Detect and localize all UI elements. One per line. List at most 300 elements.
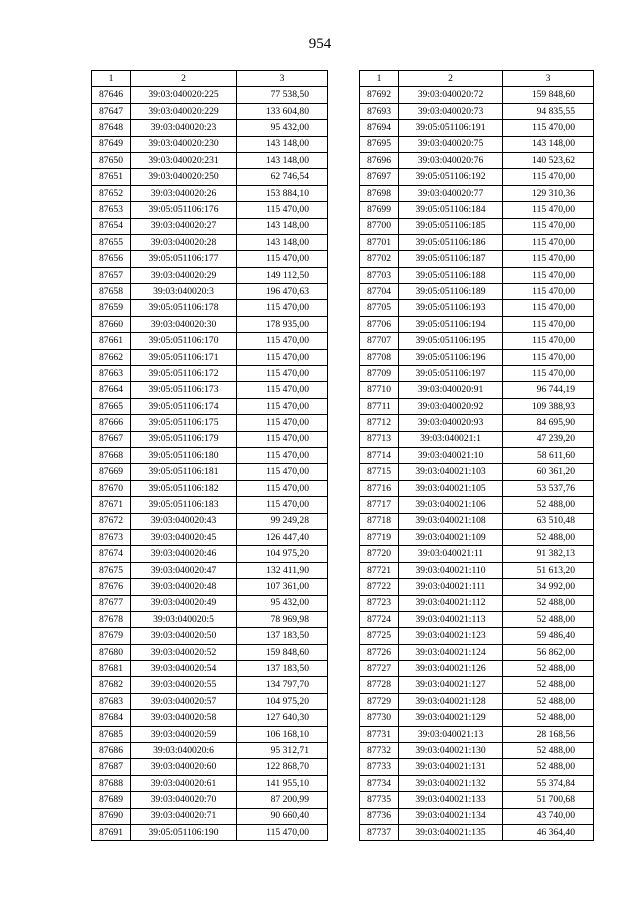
cadastral-number-cell: 39:05:051106:186 — [399, 234, 503, 250]
cadastral-number-cell: 39:05:051106:174 — [131, 398, 237, 414]
row-number-cell: 87676 — [92, 579, 131, 595]
value-cell: 143 148,00 — [237, 136, 328, 152]
row-number-cell: 87687 — [92, 759, 131, 775]
table-row — [360, 743, 594, 759]
cadastral-number-cell: 39:03:040021:130 — [399, 743, 503, 759]
cadastral-number-cell: 39:03:040021:110 — [399, 562, 503, 578]
table-row — [360, 775, 594, 791]
value-cell: 95 432,00 — [237, 595, 328, 611]
value-cell: 127 640,30 — [237, 710, 328, 726]
header-cell-col-3: 3 — [237, 71, 328, 87]
value-cell: 107 361,00 — [237, 579, 328, 595]
table-row — [92, 562, 328, 578]
row-number-cell: 87703 — [360, 267, 399, 283]
value-cell: 115 470,00 — [503, 267, 594, 283]
table-row — [360, 136, 594, 152]
cadastral-number-cell: 39:05:051106:179 — [131, 431, 237, 447]
row-number-cell: 87669 — [92, 464, 131, 480]
row-number-cell: 87712 — [360, 415, 399, 431]
value-cell: 115 470,00 — [237, 398, 328, 414]
row-number-cell: 87667 — [92, 431, 131, 447]
table-row — [360, 579, 594, 595]
value-cell: 99 249,28 — [237, 513, 328, 529]
cadastral-number-cell: 39:03:040021:11 — [399, 546, 503, 562]
cadastral-number-cell: 39:03:040020:76 — [399, 152, 503, 168]
value-cell: 60 361,20 — [503, 464, 594, 480]
value-cell: 34 992,00 — [503, 579, 594, 595]
row-number-cell: 87717 — [360, 497, 399, 513]
row-number-cell: 87654 — [92, 218, 131, 234]
table-row — [360, 546, 594, 562]
value-cell: 90 660,40 — [237, 808, 328, 824]
cadastral-number-cell: 39:03:040020:92 — [399, 398, 503, 414]
value-cell: 95 432,00 — [237, 120, 328, 136]
cadastral-number-cell: 39:03:040021:134 — [399, 808, 503, 824]
value-cell: 115 470,00 — [503, 234, 594, 250]
row-number-cell: 87735 — [360, 792, 399, 808]
row-number-cell: 87655 — [92, 234, 131, 250]
table-row — [92, 169, 328, 185]
value-cell: 115 470,00 — [237, 251, 328, 267]
cadastral-number-cell: 39:03:040021:106 — [399, 497, 503, 513]
row-number-cell: 87699 — [360, 202, 399, 218]
registry-table-right — [359, 70, 594, 841]
value-cell: 115 470,00 — [503, 316, 594, 332]
cadastral-number-cell: 39:05:051106:188 — [399, 267, 503, 283]
row-number-cell: 87709 — [360, 366, 399, 382]
table-row — [360, 480, 594, 496]
value-cell: 143 148,00 — [503, 136, 594, 152]
value-cell: 96 744,19 — [503, 382, 594, 398]
table-row — [360, 611, 594, 627]
row-number-cell: 87711 — [360, 398, 399, 414]
row-number-cell: 87722 — [360, 579, 399, 595]
value-cell: 52 488,00 — [503, 693, 594, 709]
cadastral-number-cell: 39:05:051106:193 — [399, 300, 503, 316]
table-row — [92, 743, 328, 759]
row-number-cell: 87698 — [360, 185, 399, 201]
cadastral-number-cell: 39:05:051106:185 — [399, 218, 503, 234]
table-row — [360, 497, 594, 513]
value-cell: 132 411,90 — [237, 562, 328, 578]
table-row — [360, 267, 594, 283]
row-number-cell: 87647 — [92, 103, 131, 119]
table-row — [92, 136, 328, 152]
row-number-cell: 87688 — [92, 775, 131, 791]
cadastral-number-cell: 39:03:040020:71 — [131, 808, 237, 824]
value-cell: 43 740,00 — [503, 808, 594, 824]
value-cell: 143 148,00 — [237, 234, 328, 250]
cadastral-number-cell: 39:03:040020:231 — [131, 152, 237, 168]
cadastral-number-cell: 39:03:040020:27 — [131, 218, 237, 234]
row-number-cell: 87726 — [360, 644, 399, 660]
table-row — [92, 611, 328, 627]
cadastral-number-cell: 39:03:040020:72 — [399, 87, 503, 103]
registry-table-left — [91, 70, 328, 841]
value-cell: 115 470,00 — [503, 218, 594, 234]
table-row — [360, 169, 594, 185]
value-cell: 153 884,10 — [237, 185, 328, 201]
table-row — [360, 792, 594, 808]
cadastral-number-cell: 39:03:040020:75 — [399, 136, 503, 152]
table-row — [360, 103, 594, 119]
table-row — [360, 759, 594, 775]
row-number-cell: 87715 — [360, 464, 399, 480]
cadastral-number-cell: 39:05:051106:183 — [131, 497, 237, 513]
row-number-cell: 87662 — [92, 349, 131, 365]
cadastral-number-cell: 39:05:051106:175 — [131, 415, 237, 431]
value-cell: 52 488,00 — [503, 611, 594, 627]
value-cell: 51 613,20 — [503, 562, 594, 578]
table-row — [360, 185, 594, 201]
cadastral-number-cell: 39:05:051106:182 — [131, 480, 237, 496]
cadastral-number-cell: 39:05:051106:191 — [399, 120, 503, 136]
value-cell: 115 470,00 — [237, 497, 328, 513]
cadastral-number-cell: 39:03:040020:229 — [131, 103, 237, 119]
cadastral-number-cell: 39:03:040020:46 — [131, 546, 237, 562]
row-number-cell: 87724 — [360, 611, 399, 627]
table-row — [92, 579, 328, 595]
value-cell: 115 470,00 — [237, 464, 328, 480]
value-cell: 115 470,00 — [503, 333, 594, 349]
row-number-cell: 87660 — [92, 316, 131, 332]
value-cell: 94 835,55 — [503, 103, 594, 119]
value-cell: 178 935,00 — [237, 316, 328, 332]
cadastral-number-cell: 39:03:040020:250 — [131, 169, 237, 185]
row-number-cell: 87727 — [360, 661, 399, 677]
row-number-cell: 87729 — [360, 693, 399, 709]
table-row — [360, 562, 594, 578]
row-number-cell: 87661 — [92, 333, 131, 349]
table-row — [360, 382, 594, 398]
cadastral-number-cell: 39:03:040021:111 — [399, 579, 503, 595]
cadastral-number-cell: 39:03:040021:131 — [399, 759, 503, 775]
row-number-cell: 87656 — [92, 251, 131, 267]
table-row — [360, 824, 594, 840]
table-row — [360, 808, 594, 824]
page-number: 954 — [308, 36, 332, 52]
table-row — [92, 464, 328, 480]
table-row — [92, 726, 328, 742]
cadastral-number-cell: 39:03:040020:30 — [131, 316, 237, 332]
value-cell: 106 168,10 — [237, 726, 328, 742]
cadastral-number-cell: 39:05:051106:196 — [399, 349, 503, 365]
cadastral-number-cell: 39:03:040020:57 — [131, 693, 237, 709]
cadastral-number-cell: 39:05:051106:192 — [399, 169, 503, 185]
value-cell: 52 488,00 — [503, 677, 594, 693]
value-cell: 52 488,00 — [503, 661, 594, 677]
value-cell: 52 488,00 — [503, 497, 594, 513]
cadastral-number-cell: 39:03:040020:225 — [131, 87, 237, 103]
table-row — [92, 333, 328, 349]
value-cell: 87 200,99 — [237, 792, 328, 808]
value-cell: 53 537,76 — [503, 480, 594, 496]
value-cell: 115 470,00 — [237, 415, 328, 431]
value-cell: 52 488,00 — [503, 759, 594, 775]
table-row — [92, 529, 328, 545]
table-row — [92, 152, 328, 168]
row-number-cell: 87685 — [92, 726, 131, 742]
value-cell: 133 604,80 — [237, 103, 328, 119]
row-number-cell: 87732 — [360, 743, 399, 759]
table-row — [360, 300, 594, 316]
cadastral-number-cell: 39:05:051106:184 — [399, 202, 503, 218]
row-number-cell: 87734 — [360, 775, 399, 791]
table-row — [92, 267, 328, 283]
row-number-cell: 87731 — [360, 726, 399, 742]
value-cell: 115 470,00 — [237, 300, 328, 316]
row-number-cell: 87657 — [92, 267, 131, 283]
cadastral-number-cell: 39:03:040020:49 — [131, 595, 237, 611]
row-number-cell: 87714 — [360, 447, 399, 463]
value-cell: 109 388,93 — [503, 398, 594, 414]
value-cell: 78 969,98 — [237, 611, 328, 627]
value-cell: 115 470,00 — [237, 349, 328, 365]
cadastral-number-cell: 39:05:051106:180 — [131, 447, 237, 463]
table-row — [360, 120, 594, 136]
value-cell: 28 168,56 — [503, 726, 594, 742]
row-number-cell: 87718 — [360, 513, 399, 529]
row-number-cell: 87670 — [92, 480, 131, 496]
value-cell: 52 488,00 — [503, 743, 594, 759]
row-number-cell: 87700 — [360, 218, 399, 234]
row-number-cell: 87719 — [360, 529, 399, 545]
row-number-cell: 87673 — [92, 529, 131, 545]
value-cell: 58 611,60 — [503, 447, 594, 463]
cadastral-number-cell: 39:05:051106:177 — [131, 251, 237, 267]
cadastral-number-cell: 39:03:040021:126 — [399, 661, 503, 677]
table-row — [92, 710, 328, 726]
cadastral-number-cell: 39:05:051106:178 — [131, 300, 237, 316]
table-row — [92, 316, 328, 332]
table-row — [92, 447, 328, 463]
table-row — [360, 202, 594, 218]
table-row — [92, 284, 328, 300]
table-row — [360, 366, 594, 382]
cadastral-number-cell: 39:05:051106:187 — [399, 251, 503, 267]
cadastral-number-cell: 39:03:040020:45 — [131, 529, 237, 545]
cadastral-number-cell: 39:03:040021:133 — [399, 792, 503, 808]
table-row — [92, 218, 328, 234]
row-number-cell: 87701 — [360, 234, 399, 250]
cadastral-number-cell: 39:03:040020:47 — [131, 562, 237, 578]
table-row — [360, 87, 594, 103]
row-number-cell: 87653 — [92, 202, 131, 218]
table-row — [92, 120, 328, 136]
table-row — [360, 661, 594, 677]
table-row — [360, 726, 594, 742]
value-cell: 115 470,00 — [237, 480, 328, 496]
row-number-cell: 87696 — [360, 152, 399, 168]
table-row — [360, 447, 594, 463]
table-row — [92, 185, 328, 201]
value-cell: 196 470,63 — [237, 284, 328, 300]
row-number-cell: 87708 — [360, 349, 399, 365]
row-number-cell: 87684 — [92, 710, 131, 726]
cadastral-number-cell: 39:03:040020:54 — [131, 661, 237, 677]
table-row — [92, 677, 328, 693]
cadastral-number-cell: 39:03:040021:113 — [399, 611, 503, 627]
row-number-cell: 87683 — [92, 693, 131, 709]
row-number-cell: 87679 — [92, 628, 131, 644]
table-row — [92, 595, 328, 611]
table-row — [92, 349, 328, 365]
row-number-cell: 87650 — [92, 152, 131, 168]
row-number-cell: 87707 — [360, 333, 399, 349]
cadastral-number-cell: 39:03:040020:43 — [131, 513, 237, 529]
cadastral-number-cell: 39:03:040021:13 — [399, 726, 503, 742]
cadastral-number-cell: 39:03:040020:29 — [131, 267, 237, 283]
header-cell-col-3: 3 — [503, 71, 594, 87]
row-number-cell: 87691 — [92, 824, 131, 840]
row-number-cell: 87713 — [360, 431, 399, 447]
value-cell: 104 975,20 — [237, 693, 328, 709]
cadastral-number-cell: 39:03:040020:91 — [399, 382, 503, 398]
value-cell: 115 470,00 — [503, 251, 594, 267]
row-number-cell: 87710 — [360, 382, 399, 398]
cadastral-number-cell: 39:05:051106:176 — [131, 202, 237, 218]
value-cell: 51 700,68 — [503, 792, 594, 808]
value-cell: 137 183,50 — [237, 628, 328, 644]
row-number-cell: 87704 — [360, 284, 399, 300]
table-row — [92, 497, 328, 513]
cadastral-number-cell: 39:03:040020:58 — [131, 710, 237, 726]
table-row — [92, 300, 328, 316]
row-number-cell: 87690 — [92, 808, 131, 824]
row-number-cell: 87677 — [92, 595, 131, 611]
value-cell: 52 488,00 — [503, 595, 594, 611]
cadastral-number-cell: 39:03:040021:105 — [399, 480, 503, 496]
cadastral-number-cell: 39:03:040021:132 — [399, 775, 503, 791]
value-cell: 62 746,54 — [237, 169, 328, 185]
row-number-cell: 87697 — [360, 169, 399, 185]
cadastral-number-cell: 39:03:040021:108 — [399, 513, 503, 529]
table-row — [92, 824, 328, 840]
cadastral-number-cell: 39:03:040021:124 — [399, 644, 503, 660]
table-row — [360, 710, 594, 726]
table-row — [92, 251, 328, 267]
value-cell: 91 382,13 — [503, 546, 594, 562]
value-cell: 140 523,62 — [503, 152, 594, 168]
cadastral-number-cell: 39:05:051106:172 — [131, 366, 237, 382]
value-cell: 115 470,00 — [237, 333, 328, 349]
table-row — [92, 792, 328, 808]
table-row — [360, 316, 594, 332]
value-cell: 59 486,40 — [503, 628, 594, 644]
value-cell: 141 955,10 — [237, 775, 328, 791]
table-row — [360, 595, 594, 611]
row-number-cell: 87681 — [92, 661, 131, 677]
value-cell: 55 374,84 — [503, 775, 594, 791]
table-row — [92, 480, 328, 496]
table-row — [360, 284, 594, 300]
cadastral-number-cell: 39:03:040020:52 — [131, 644, 237, 660]
row-number-cell: 87723 — [360, 595, 399, 611]
table-row — [360, 529, 594, 545]
value-cell: 115 470,00 — [503, 120, 594, 136]
table-row — [360, 152, 594, 168]
value-cell: 122 868,70 — [237, 759, 328, 775]
table-row — [92, 87, 328, 103]
row-number-cell: 87721 — [360, 562, 399, 578]
value-cell: 159 848,60 — [237, 644, 328, 660]
table-row — [360, 677, 594, 693]
row-number-cell: 87730 — [360, 710, 399, 726]
value-cell: 115 470,00 — [503, 349, 594, 365]
row-number-cell: 87672 — [92, 513, 131, 529]
table-row — [360, 349, 594, 365]
value-cell: 63 510,48 — [503, 513, 594, 529]
cadastral-number-cell: 39:03:040020:70 — [131, 792, 237, 808]
value-cell: 143 148,00 — [237, 152, 328, 168]
cadastral-number-cell: 39:03:040021:127 — [399, 677, 503, 693]
table-row — [92, 693, 328, 709]
table-row — [92, 431, 328, 447]
row-number-cell: 87671 — [92, 497, 131, 513]
cadastral-number-cell: 39:03:040021:123 — [399, 628, 503, 644]
table-row — [92, 808, 328, 824]
table-row — [360, 251, 594, 267]
table-row — [92, 366, 328, 382]
value-cell: 115 470,00 — [503, 202, 594, 218]
cadastral-number-cell: 39:03:040020:77 — [399, 185, 503, 201]
value-cell: 134 797,70 — [237, 677, 328, 693]
cadastral-number-cell: 39:03:040021:135 — [399, 824, 503, 840]
row-number-cell: 87668 — [92, 447, 131, 463]
table-row — [360, 218, 594, 234]
row-number-cell: 87646 — [92, 87, 131, 103]
value-cell: 143 148,00 — [237, 218, 328, 234]
value-cell: 104 975,20 — [237, 546, 328, 562]
table-row — [92, 398, 328, 414]
row-number-cell: 87736 — [360, 808, 399, 824]
table-row — [360, 513, 594, 529]
header-cell-col-2: 2 — [131, 71, 237, 87]
value-cell: 56 862,00 — [503, 644, 594, 660]
row-number-cell: 87675 — [92, 562, 131, 578]
value-cell: 95 312,71 — [237, 743, 328, 759]
cadastral-number-cell: 39:03:040020:6 — [131, 743, 237, 759]
table-row — [92, 775, 328, 791]
cadastral-number-cell: 39:03:040020:50 — [131, 628, 237, 644]
table-row — [360, 693, 594, 709]
row-number-cell: 87678 — [92, 611, 131, 627]
cadastral-number-cell: 39:03:040020:73 — [399, 103, 503, 119]
value-cell: 84 695,90 — [503, 415, 594, 431]
table-row — [92, 234, 328, 250]
cadastral-number-cell: 39:03:040020:61 — [131, 775, 237, 791]
value-cell: 115 470,00 — [237, 447, 328, 463]
row-number-cell: 87725 — [360, 628, 399, 644]
table-row — [360, 431, 594, 447]
cadastral-number-cell: 39:03:040020:93 — [399, 415, 503, 431]
header-cell-col-1: 1 — [360, 71, 399, 87]
row-number-cell: 87689 — [92, 792, 131, 808]
cadastral-number-cell: 39:03:040021:109 — [399, 529, 503, 545]
cadastral-number-cell: 39:05:051106:171 — [131, 349, 237, 365]
row-number-cell: 87693 — [360, 103, 399, 119]
cadastral-number-cell: 39:03:040020:59 — [131, 726, 237, 742]
cadastral-number-cell: 39:03:040020:55 — [131, 677, 237, 693]
row-number-cell: 87652 — [92, 185, 131, 201]
value-cell: 115 470,00 — [503, 284, 594, 300]
row-number-cell: 87649 — [92, 136, 131, 152]
value-cell: 115 470,00 — [237, 431, 328, 447]
cadastral-number-cell: 39:03:040020:28 — [131, 234, 237, 250]
value-cell: 137 183,50 — [237, 661, 328, 677]
row-number-cell: 87686 — [92, 743, 131, 759]
row-number-cell: 87737 — [360, 824, 399, 840]
